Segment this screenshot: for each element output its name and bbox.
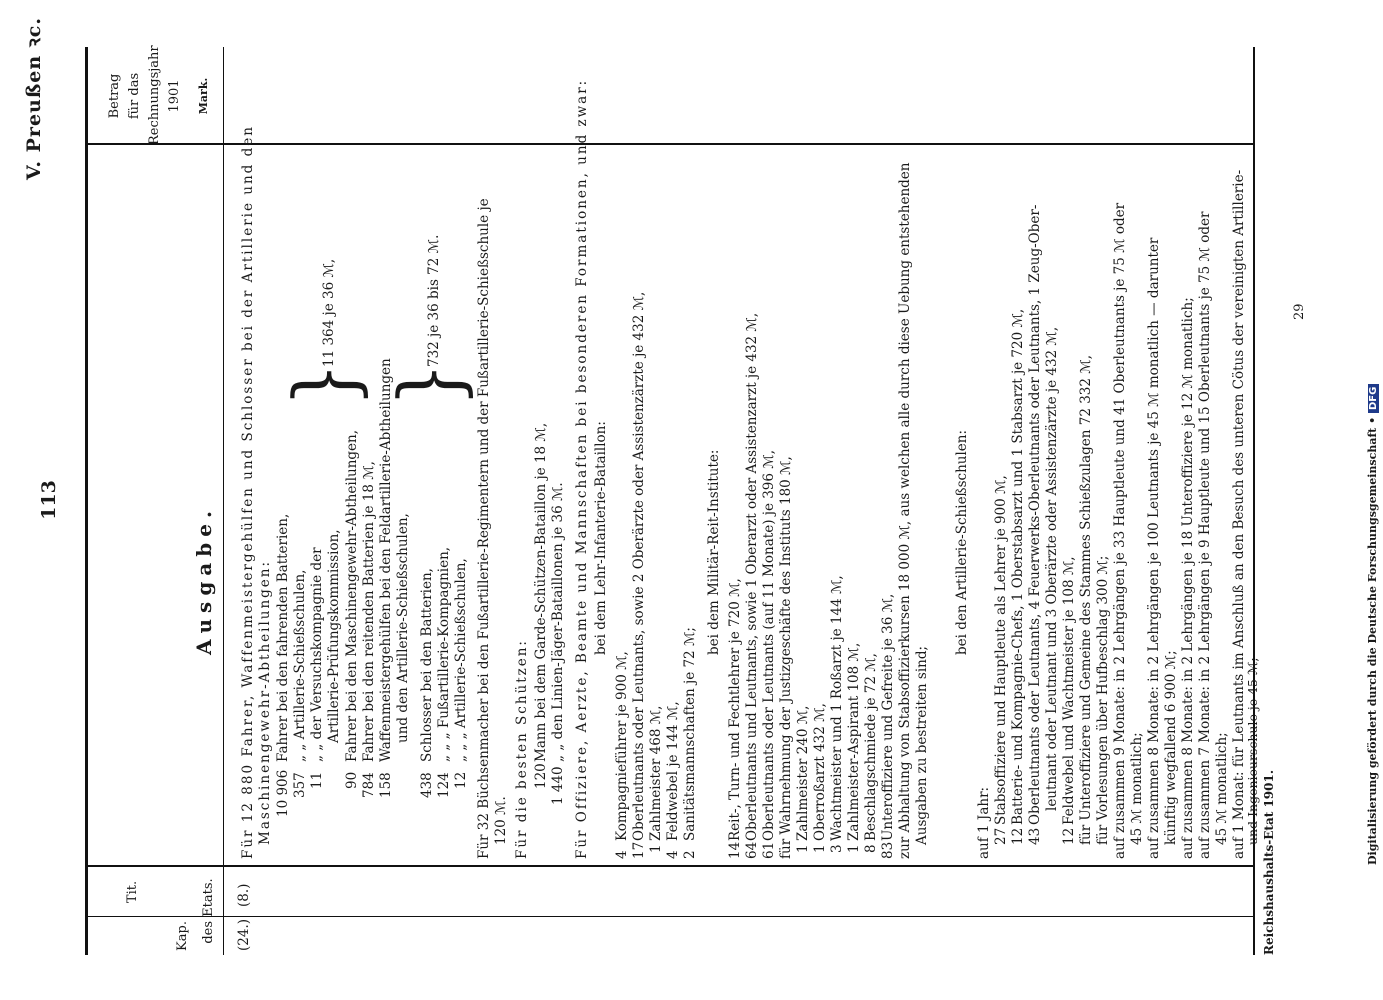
text-line: Feldwebel und Wachtmeister je 108 ℳ, bbox=[1061, 556, 1077, 825]
line-number: 120 bbox=[533, 763, 549, 789]
dfg-logo: DFG bbox=[1368, 384, 1379, 413]
text-line: Ausgaben zu bestreiten sind; bbox=[914, 645, 930, 845]
line-number: 357 bbox=[292, 772, 308, 798]
line-number: 10 906 bbox=[275, 769, 291, 817]
line-number: 1 bbox=[648, 844, 664, 853]
brace-group-1: } bbox=[275, 362, 375, 407]
text-line: Für Offiziere, Aerzte, Beamte und Mannschaften bei besonderen Formationen, und zwar: bbox=[574, 78, 590, 859]
text-line: Kompagnieführer je 900 ℳ, bbox=[614, 651, 630, 841]
text-line: 45 ℳ monatlich; bbox=[1129, 732, 1145, 845]
brace-2-total: 732 je 36 bis 72 ℳ. bbox=[426, 234, 442, 367]
subsection-heading: bei dem Militär-Reit-Institute: bbox=[706, 449, 722, 655]
text-line: Mann bei dem Garde-Schützen-Bataillon je 18 ℳ, bbox=[533, 422, 549, 762]
line-number: 12 bbox=[1061, 827, 1077, 845]
line-number: 14 bbox=[727, 841, 743, 859]
footer-title: Reichshaushalts-Etat 1901. bbox=[1262, 769, 1276, 955]
rechnungsjahr-header: Rechnungsjahr bbox=[147, 45, 162, 145]
line-number: 83 bbox=[880, 841, 896, 859]
text-line: auf zusammen 9 Monate: in 2 Lehrgängen je 33 Hauptleute und 41 Oberleutnants je 75 ℳ oder bbox=[1112, 202, 1128, 859]
text-line: „ „ der Versuchskompagnie der bbox=[309, 547, 325, 762]
betrag-header: Betrag bbox=[107, 73, 122, 119]
line-number: 4 bbox=[665, 850, 681, 859]
line-number: 11 bbox=[309, 771, 325, 789]
text-line: Fahrer bei den Maschinengewehr-Abtheilungen, bbox=[344, 429, 360, 762]
line-number: 1 440 bbox=[550, 766, 566, 805]
text-line: auf zusammen 7 Monate: in 2 Lehrgängen je 9 Hauptleute und 15 Oberleutnants je 75 ℳ oder bbox=[1197, 211, 1213, 859]
text-line: für Vorlesungen über Hufbeschlag 300 ℳ; bbox=[1095, 555, 1111, 845]
text-line: 45 ℳ monatlich; bbox=[1214, 732, 1230, 845]
text-line: auf zusammen 8 Monate: in 2 Lehrgängen je 18 Unteroffiziere je 12 ℳ monatlich; bbox=[1180, 297, 1196, 859]
tit-header: Tit. bbox=[125, 880, 140, 904]
column-divider-betrag bbox=[85, 143, 1255, 145]
text-line: für Unteroffiziere und Gemeine des Stammes Schießzulagen 72 332 ℳ, bbox=[1078, 354, 1094, 845]
text-line: Feldwebel je 144 ℳ, bbox=[665, 701, 681, 841]
tit-value: (8.) bbox=[236, 883, 252, 907]
line-number: 8 bbox=[863, 844, 879, 853]
text-line: Schlosser bei den Batterien, bbox=[419, 568, 435, 762]
subsection-heading: bei den Artillerie-Schießschulen: bbox=[954, 429, 970, 655]
page-number: 113 bbox=[38, 480, 60, 520]
text-line: Zahlmeister-Aspirant 108 ℳ, bbox=[846, 642, 862, 841]
text-line: „ „ „ Artillerie-Schießschulen, bbox=[453, 558, 469, 762]
text-line: Oberleutnants oder Leutnants, sowie 2 Oberärzte oder Assistenzärzte je 432 ℳ, bbox=[631, 291, 647, 841]
line-number: 27 bbox=[993, 827, 1009, 845]
text-line: Oberroßarzt 432 ℳ, bbox=[812, 703, 828, 841]
text-line: 120 ℳ. bbox=[493, 796, 509, 845]
line-number: 1 bbox=[795, 844, 811, 853]
text-line: auf 1 Monat: für Leutnants im Anschluß an den Besuch des unteren Cötus der vereinigten Artillerie- bbox=[1231, 169, 1247, 859]
line-number: 17 bbox=[631, 841, 647, 859]
sheet-number: 29 bbox=[1292, 303, 1307, 320]
text-line: Reit-, Turn- und Fechtlehrer je 720 ℳ, bbox=[727, 578, 743, 841]
text-line: zur Abhaltung von Stabsoffizierkursen 18 000 ℳ, aus welchen alle durch diese Uebung entstehenden bbox=[897, 162, 913, 859]
line-number: 2 bbox=[682, 850, 698, 859]
text-line: „ „ den Linien-Jäger-Bataillonen je 36 ℳ. bbox=[550, 482, 566, 762]
line-number: 1 bbox=[846, 844, 862, 853]
text-line: Wachtmeister und 1 Roßarzt je 144 ℳ, bbox=[829, 575, 845, 841]
mark-header: Mark. bbox=[197, 77, 210, 115]
text-line: leutnant oder Leutnant und 3 Oberärzte oder Assistenzärzte je 432 ℳ, bbox=[1044, 326, 1060, 811]
credit-text: Digitalisierung gefördert durch die Deutsche Forschungsgemeinschaft • bbox=[1366, 416, 1379, 865]
text-line: Oberleutnants oder Leutnants, 4 Feuerwerks-Oberleutnants oder Leutnants, 1 Zeug-Ober- bbox=[1027, 204, 1043, 825]
line-number: 43 bbox=[1027, 827, 1043, 845]
text-line: Für 32 Büchsenmacher bei den Fußartillerie-Regimentern und der Fußartillerie-Schießschule je bbox=[476, 198, 492, 859]
text-line: Für 12 880 Fahrer, Waffenmeistergehülfen und Schlosser bei der Artillerie und den bbox=[240, 125, 256, 859]
brace-group-2: } bbox=[380, 362, 480, 407]
subsection-heading: bei dem Lehr-Infanterie-Bataillon: bbox=[593, 421, 609, 655]
line-number: 61 bbox=[761, 841, 777, 859]
text-line: Maschinengewehr-Abtheilungen: bbox=[257, 559, 273, 845]
text-line: künftig wegfallend 6 900 ℳ; bbox=[1163, 650, 1179, 845]
text-line: auf zusammen 8 Monate: in 2 Lehrgängen je 100 Leutnants je 45 ℳ monatlich — darunter bbox=[1146, 237, 1162, 859]
text-line: Batterie- und Kompagnie-Chefs, 1 Oberstabsarzt und 1 Stabsarzt je 720 ℳ, bbox=[1010, 308, 1026, 825]
text-line: Fahrer bei den reitenden Batterien je 18 ℳ, bbox=[361, 461, 377, 762]
line-number: 438 bbox=[419, 772, 435, 798]
line-number: 12 bbox=[453, 771, 469, 789]
text-line: auf 1 Jahr: bbox=[976, 786, 992, 859]
line-number: 784 bbox=[361, 772, 377, 798]
fuer-das-header: für das bbox=[127, 72, 142, 120]
text-line: Waffenmeistergehülfen bei den Feldartillerie-Abtheilungen bbox=[378, 358, 394, 762]
line-number: 64 bbox=[744, 841, 760, 859]
digitization-credit bbox=[1366, 384, 1379, 865]
des-etats-header: des Etats. bbox=[201, 878, 216, 944]
text-line: Artillerie-Prüfungskommission, bbox=[326, 529, 342, 743]
text-line: Beschlagschmiede je 72 ℳ, bbox=[863, 653, 879, 841]
column-divider-kap bbox=[85, 916, 1255, 917]
brace-1-total: 11 364 je 36 ℳ, bbox=[321, 258, 337, 367]
line-number: 4 bbox=[614, 850, 630, 859]
text-line: Für die besten Schützen: bbox=[514, 639, 530, 859]
text-line: Sanitätsmannschaften je 72 ℳ; bbox=[682, 627, 698, 841]
text-line: Oberleutnants und Leutnants, sowie 1 Oberarzt oder Assistenzarzt je 432 ℳ, bbox=[744, 312, 760, 841]
text-line: Oberleutnants oder Leutnants (auf 11 Monate) je 396 ℳ, bbox=[761, 449, 777, 841]
text-line: Unteroffiziere und Gefreite je 36 ℳ, bbox=[880, 593, 896, 841]
line-number: 3 bbox=[829, 844, 845, 853]
text-line: für Wahrnehmung der Justizgeschäfte des Instituts 180 ℳ, bbox=[778, 456, 794, 859]
line-number: 158 bbox=[378, 772, 394, 798]
column-divider-tit bbox=[85, 865, 1255, 867]
header-rule bbox=[223, 47, 224, 955]
section-header: V. Preußen ꝛc. bbox=[23, 17, 45, 180]
text-line: „ „ Artillerie-Schießschulen, bbox=[292, 569, 308, 762]
text-line: Zahlmeister 468 ℳ, bbox=[648, 705, 664, 841]
line-number: 1 bbox=[812, 844, 828, 853]
top-rule bbox=[85, 47, 88, 955]
text-line: „ „ „ Fußartillerie-Kompagnien, bbox=[436, 546, 452, 762]
kap-header: Kap. bbox=[175, 921, 190, 951]
kap-value: (24.) bbox=[236, 918, 252, 951]
text-line: und Ingenieurschule je 45 ℳ; bbox=[1245, 657, 1260, 845]
ausgabe-title: Ausgabe. bbox=[192, 505, 216, 655]
line-number: 90 bbox=[344, 771, 360, 789]
year-header: 1901 bbox=[167, 79, 182, 113]
text-line: Zahlmeister 240 ℳ, bbox=[795, 705, 811, 841]
text-line: Stabsoffiziere und Hauptleute als Lehrer je 900 ℳ, bbox=[993, 475, 1009, 825]
line-number: 12 bbox=[1010, 827, 1026, 845]
text-line: und den Artillerie-Schießschulen, bbox=[395, 513, 411, 743]
line-number: 124 bbox=[436, 772, 452, 798]
text-line: Fahrer bei den fahrenden Batterien, bbox=[275, 513, 291, 762]
table-frame bbox=[85, 45, 1260, 955]
